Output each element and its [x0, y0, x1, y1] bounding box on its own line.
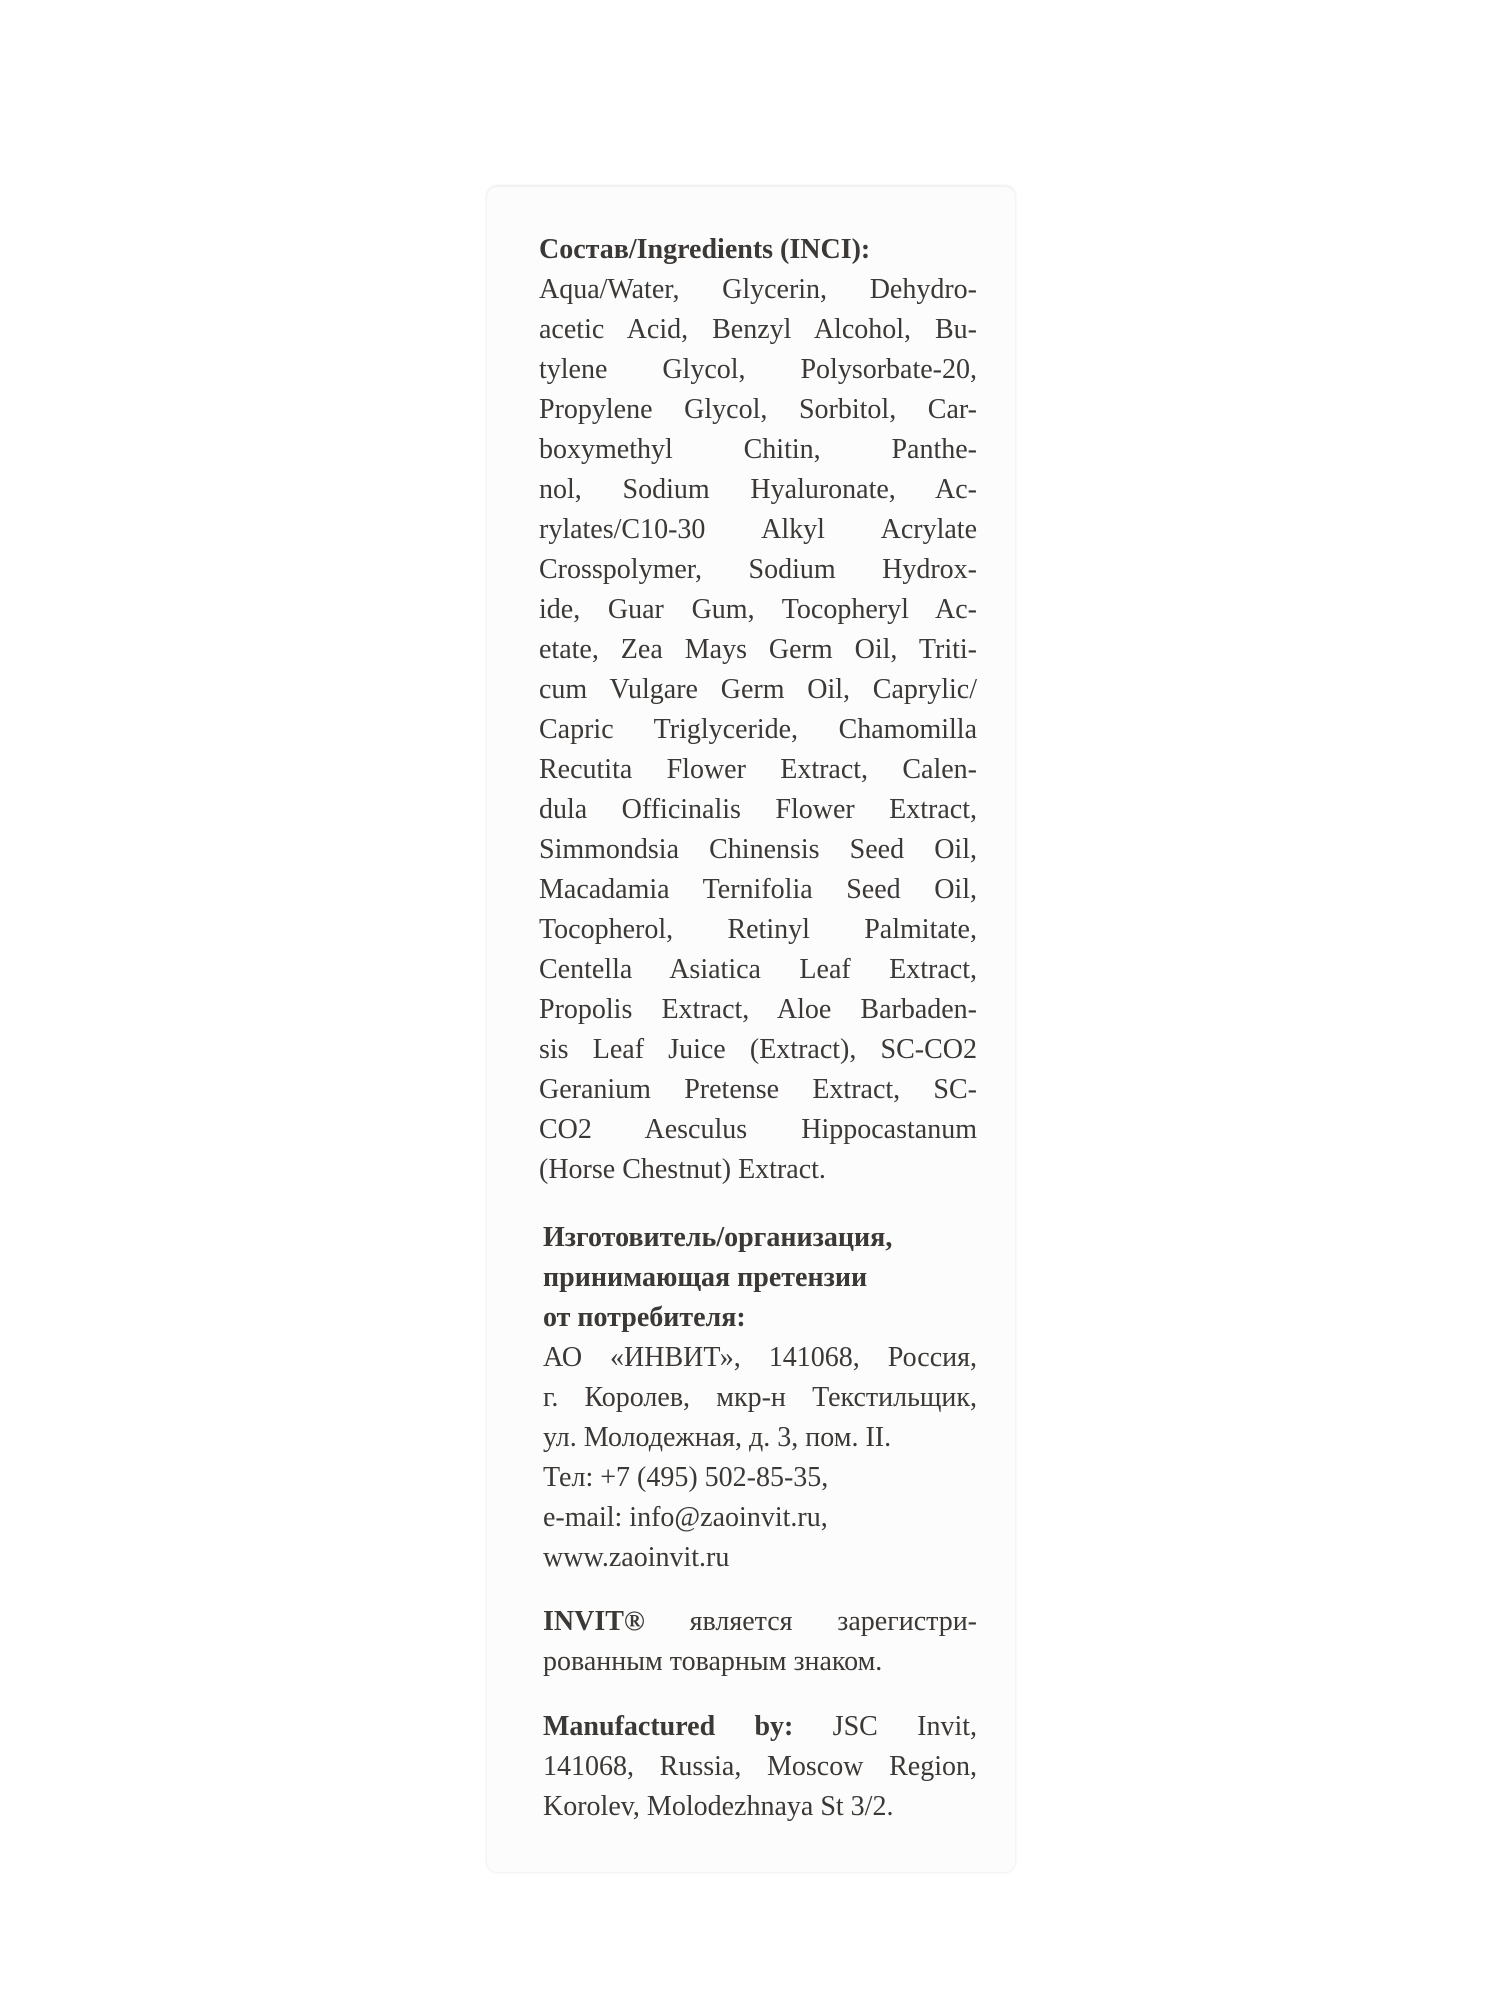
ingredient-line: sis Leaf Juice (Extract), SC-CO2 — [539, 1034, 977, 1065]
manufacturer-address-line: Korolev, Molodezhnaya St 3/2. — [543, 1791, 894, 1822]
ingredient-line: CO2 Aesculus Hippocastanum — [539, 1114, 977, 1145]
website-line: www.zaoinvit.ru — [543, 1542, 730, 1573]
ingredient-line: Aqua/Water, Glycerin, Dehydro- — [539, 274, 977, 305]
trademark-text: является зарегистри- — [689, 1606, 978, 1637]
trademark-line — [543, 1602, 977, 1642]
ingredient-line: cum Vulgare Germ Oil, Caprylic/ — [539, 674, 977, 705]
manufacturer-heading-line: Изготовитель/организация, — [543, 1222, 893, 1253]
ingredient-line: Recutita Flower Extract, Calen- — [539, 754, 977, 785]
manufacturer-heading-line: от потребителя: — [543, 1302, 746, 1333]
ingredient-line: Centella Asiatica Leaf Extract, — [539, 954, 977, 985]
package-side-panel — [487, 186, 1015, 1872]
manufacturer-address-line: 141068, Russia, Moscow Region, — [543, 1751, 977, 1782]
ingredient-line: rylates/C10-30 Alkyl Acrylate — [539, 514, 977, 545]
manufactured-by-text: JSC Invit, — [832, 1711, 978, 1742]
ingredient-line: tylene Glycol, Polysorbate-20, — [539, 354, 977, 385]
ingredient-line: Capric Triglyceride, Chamomilla — [539, 714, 977, 745]
address-line: г. Королев, мкр-н Текстильщик, — [543, 1382, 977, 1413]
ingredients-section — [539, 230, 977, 1190]
ingredient-line: acetic Acid, Benzyl Alcohol, Bu- — [539, 314, 977, 345]
manufacturer-ru-section — [543, 1218, 977, 1578]
ingredient-line: etate, Zea Mays Germ Oil, Triti- — [539, 634, 977, 665]
ingredient-line: boxymethyl Chitin, Panthe- — [539, 434, 977, 465]
ingredient-line: Macadamia Ternifolia Seed Oil, — [539, 874, 977, 905]
trademark-line: рованным товарным знаком. — [543, 1646, 883, 1677]
ingredient-line: Simmondsia Chinensis Seed Oil, — [539, 834, 977, 865]
brand-name: INVIT® — [543, 1606, 645, 1637]
manufacturer-en-section — [543, 1707, 977, 1827]
ingredient-line: Tocopherol, Retinyl Palmitate, — [539, 914, 977, 945]
manufactured-by-line — [543, 1707, 977, 1747]
address-line: ул. Молодежная, д. 3, пом. II. — [543, 1422, 892, 1453]
ingredient-line: ide, Guar Gum, Tocopheryl Ac- — [539, 594, 977, 625]
ingredient-line: Propolis Extract, Aloe Barbaden- — [539, 994, 977, 1025]
ingredient-line: nol, Sodium Hyaluronate, Ac- — [539, 474, 977, 505]
trademark-section — [543, 1602, 977, 1682]
ingredients-heading: Состав/Ingredients (INCI): — [539, 234, 871, 265]
phone-line: Тел: +7 (495) 502-85-35, — [543, 1462, 829, 1493]
ingredient-line: (Horse Chestnut) Extract. — [539, 1154, 826, 1185]
email-line: e-mail: info@zaoinvit.ru, — [543, 1502, 828, 1533]
manufacturer-heading-line: принимающая претензии — [543, 1262, 868, 1293]
ingredient-line: Crosspolymer, Sodium Hydrox- — [539, 554, 977, 585]
ingredient-line: dula Officinalis Flower Extract, — [539, 794, 977, 825]
address-line: АО «ИНВИТ», 141068, Россия, — [543, 1342, 977, 1373]
ingredient-line: Propylene Glycol, Sorbitol, Car- — [539, 394, 977, 425]
label-text — [539, 230, 977, 1827]
manufactured-by-label: Manufactured by: — [543, 1711, 794, 1742]
ingredient-line: Geranium Pretense Extract, SC- — [539, 1074, 977, 1105]
